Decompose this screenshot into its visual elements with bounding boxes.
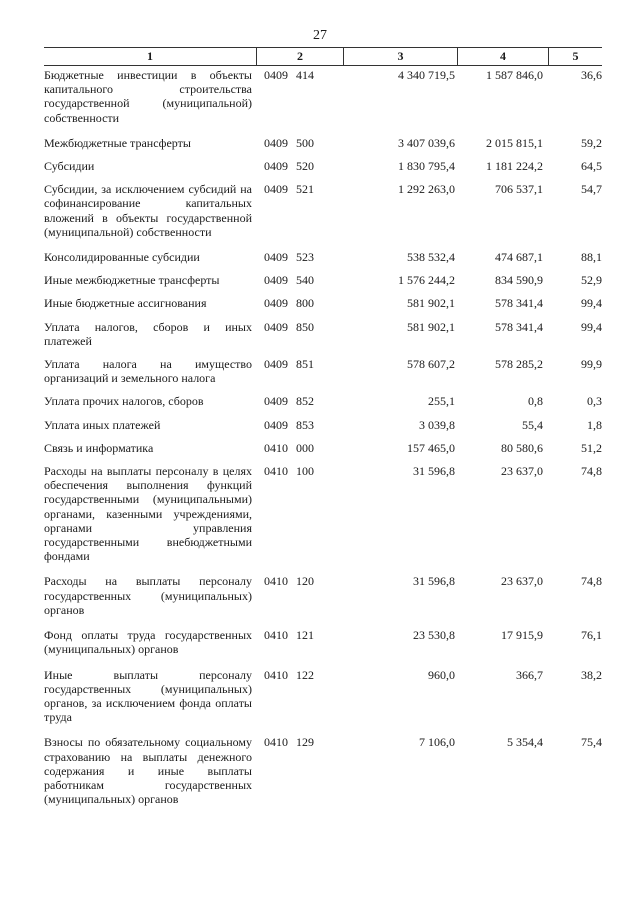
- row-executed-value: 474 687,1: [495, 250, 543, 265]
- row-name: Взносы по обязательному социальному страхованию на выплаты денежного содержания и иные выплаты работникам государственных (муниципальных) органов: [44, 735, 252, 807]
- row-section-code: 0410: [264, 574, 288, 589]
- row-percent-value: 36,6: [581, 68, 602, 82]
- table-row: [44, 136, 602, 150]
- row-expense-code: 129: [296, 735, 314, 750]
- row-name: Межбюджетные трансферты: [44, 135, 191, 150]
- row-plan-value: 581 902,1: [407, 319, 455, 334]
- row-section-code: 0409: [264, 250, 288, 265]
- row-section-code: 0409: [264, 296, 288, 311]
- row-name: Расходы на выплаты персоналу в целях обеспечения выполнения функций государственными (муниципальными) органами, казенными учреждениями, органами управления государственными внебюджетными фондами: [44, 464, 252, 564]
- row-executed-value: 80 580,6: [501, 440, 543, 455]
- row-percent-value: 99,9: [581, 357, 602, 372]
- row-plan-value: 255,1: [428, 394, 455, 409]
- row-plan-value: 4 340 719,5: [398, 68, 455, 82]
- row-name: Иные выплаты персоналу государственных (муниципальных) органов, за исключением фонда оплаты труда: [44, 667, 252, 725]
- row-plan-value: 31 596,8: [413, 464, 455, 479]
- row-executed-value: 1 181 224,2: [486, 159, 543, 174]
- table-row: [44, 68, 602, 125]
- table-row: [44, 628, 602, 656]
- row-percent-value: 0,3: [587, 394, 602, 409]
- column-header-2: 2: [256, 48, 343, 65]
- row-name: Иные бюджетные ассигнования: [44, 296, 207, 311]
- row-section-code: 0409: [264, 319, 288, 334]
- row-executed-value: 17 915,9: [501, 628, 543, 643]
- row-plan-value: 1 292 263,0: [398, 182, 455, 197]
- column-header-3: 3: [343, 48, 457, 65]
- column-header-5: 5: [548, 48, 602, 65]
- row-name: Субсидии, за исключением субсидий на софинансирование капитальных вложений в объекты государственной (муниципальной) собственности: [44, 182, 252, 239]
- table-row: [44, 735, 602, 806]
- row-executed-value: 366,7: [516, 667, 543, 682]
- row-plan-value: 31 596,8: [413, 574, 455, 589]
- row-name: Консолидированные субсидии: [44, 250, 200, 265]
- row-percent-value: 99,4: [581, 319, 602, 334]
- column-header-4: 4: [457, 48, 548, 65]
- row-plan-value: 23 530,8: [413, 628, 455, 643]
- row-section-code: 0409: [264, 394, 288, 409]
- row-plan-value: 3 039,8: [419, 417, 455, 432]
- row-executed-value: 23 637,0: [501, 464, 543, 479]
- row-percent-value: 38,2: [581, 667, 602, 682]
- row-executed-value: 55,4: [522, 417, 543, 432]
- table-row: [44, 357, 602, 385]
- table-row: [44, 250, 602, 264]
- row-percent-value: 74,8: [581, 574, 602, 589]
- column-header-1: 1: [147, 49, 153, 63]
- row-name: Уплата иных платежей: [44, 417, 161, 432]
- row-name: Иные межбюджетные трансферты: [44, 273, 220, 288]
- row-expense-code: 500: [296, 135, 314, 150]
- row-expense-code: 414: [296, 68, 314, 82]
- row-executed-value: 578 285,2: [495, 357, 543, 372]
- row-executed-value: 706 537,1: [495, 182, 543, 197]
- row-section-code: 0410: [264, 628, 288, 643]
- row-name: Связь и информатика: [44, 440, 154, 455]
- row-expense-code: 520: [296, 159, 314, 174]
- row-executed-value: 834 590,9: [495, 273, 543, 288]
- row-expense-code: 800: [296, 296, 314, 311]
- table-row: [44, 668, 602, 725]
- row-section-code: 0409: [264, 357, 288, 372]
- row-expense-code: 100: [296, 464, 314, 479]
- table-row: [44, 159, 602, 173]
- row-plan-value: 1 830 795,4: [398, 159, 455, 174]
- row-executed-value: 5 354,4: [507, 735, 543, 750]
- row-section-code: 0409: [264, 135, 288, 150]
- row-section-code: 0410: [264, 464, 288, 479]
- row-percent-value: 74,8: [581, 464, 602, 479]
- table-row: [44, 273, 602, 287]
- row-executed-value: 2 015 815,1: [486, 135, 543, 150]
- row-executed-value: 578 341,4: [495, 319, 543, 334]
- row-expense-code: 523: [296, 250, 314, 265]
- row-executed-value: 1 587 846,0: [486, 68, 543, 82]
- row-plan-value: 581 902,1: [407, 296, 455, 311]
- table-header: [44, 47, 602, 66]
- table-row: [44, 441, 602, 455]
- row-percent-value: 88,1: [581, 250, 602, 265]
- table-row: [44, 464, 602, 563]
- row-expense-code: 000: [296, 440, 314, 455]
- row-expense-code: 521: [296, 182, 314, 197]
- row-percent-value: 1,8: [587, 417, 602, 432]
- row-name: Фонд оплаты труда государственных (муниципальных) органов: [44, 628, 252, 657]
- row-expense-code: 120: [296, 574, 314, 589]
- row-percent-value: 52,9: [581, 273, 602, 288]
- row-percent-value: 59,2: [581, 135, 602, 150]
- table-row: [44, 296, 602, 310]
- row-name: Субсидии: [44, 159, 95, 174]
- row-percent-value: 54,7: [581, 182, 602, 197]
- row-percent-value: 76,1: [581, 628, 602, 643]
- row-name: Расходы на выплаты персоналу государственных (муниципальных) органов: [44, 574, 252, 617]
- row-plan-value: 157 465,0: [407, 440, 455, 455]
- row-executed-value: 0,8: [528, 394, 543, 409]
- table-row: [44, 182, 602, 239]
- row-plan-value: 538 532,4: [407, 250, 455, 265]
- row-name: Уплата прочих налогов, сборов: [44, 394, 204, 409]
- row-percent-value: 99,4: [581, 296, 602, 311]
- table-row: [44, 394, 602, 408]
- row-executed-value: 23 637,0: [501, 574, 543, 589]
- row-expense-code: 853: [296, 417, 314, 432]
- row-expense-code: 540: [296, 273, 314, 288]
- row-expense-code: 851: [296, 357, 314, 372]
- row-expense-code: 121: [296, 628, 314, 643]
- row-section-code: 0409: [264, 417, 288, 432]
- table-row: [44, 574, 602, 617]
- table-body: [44, 68, 602, 815]
- row-name: Уплата налога на имущество организаций и земельного налога: [44, 357, 252, 386]
- table-row: [44, 320, 602, 348]
- row-section-code: 0409: [264, 159, 288, 174]
- row-section-code: 0409: [264, 273, 288, 288]
- page-number: 27: [313, 28, 327, 43]
- row-plan-value: 1 576 244,2: [398, 273, 455, 288]
- row-name: Уплата налогов, сборов и иных платежей: [44, 319, 252, 348]
- row-plan-value: 960,0: [428, 667, 455, 682]
- table-row: [44, 418, 602, 432]
- row-section-code: 0410: [264, 735, 288, 750]
- row-percent-value: 64,5: [581, 159, 602, 174]
- row-plan-value: 7 106,0: [419, 735, 455, 750]
- row-expense-code: 850: [296, 319, 314, 334]
- row-expense-code: 122: [296, 667, 314, 682]
- row-section-code: 0410: [264, 440, 288, 455]
- row-plan-value: 3 407 039,6: [398, 135, 455, 150]
- row-section-code: 0409: [264, 68, 288, 82]
- row-percent-value: 51,2: [581, 440, 602, 455]
- row-expense-code: 852: [296, 394, 314, 409]
- row-name: Бюджетные инвестиции в объекты капитального строительства государственной (муниципальной) собственности: [44, 68, 252, 125]
- row-plan-value: 578 607,2: [407, 357, 455, 372]
- row-executed-value: 578 341,4: [495, 296, 543, 311]
- row-section-code: 0410: [264, 667, 288, 682]
- row-section-code: 0409: [264, 182, 288, 197]
- row-percent-value: 75,4: [581, 735, 602, 750]
